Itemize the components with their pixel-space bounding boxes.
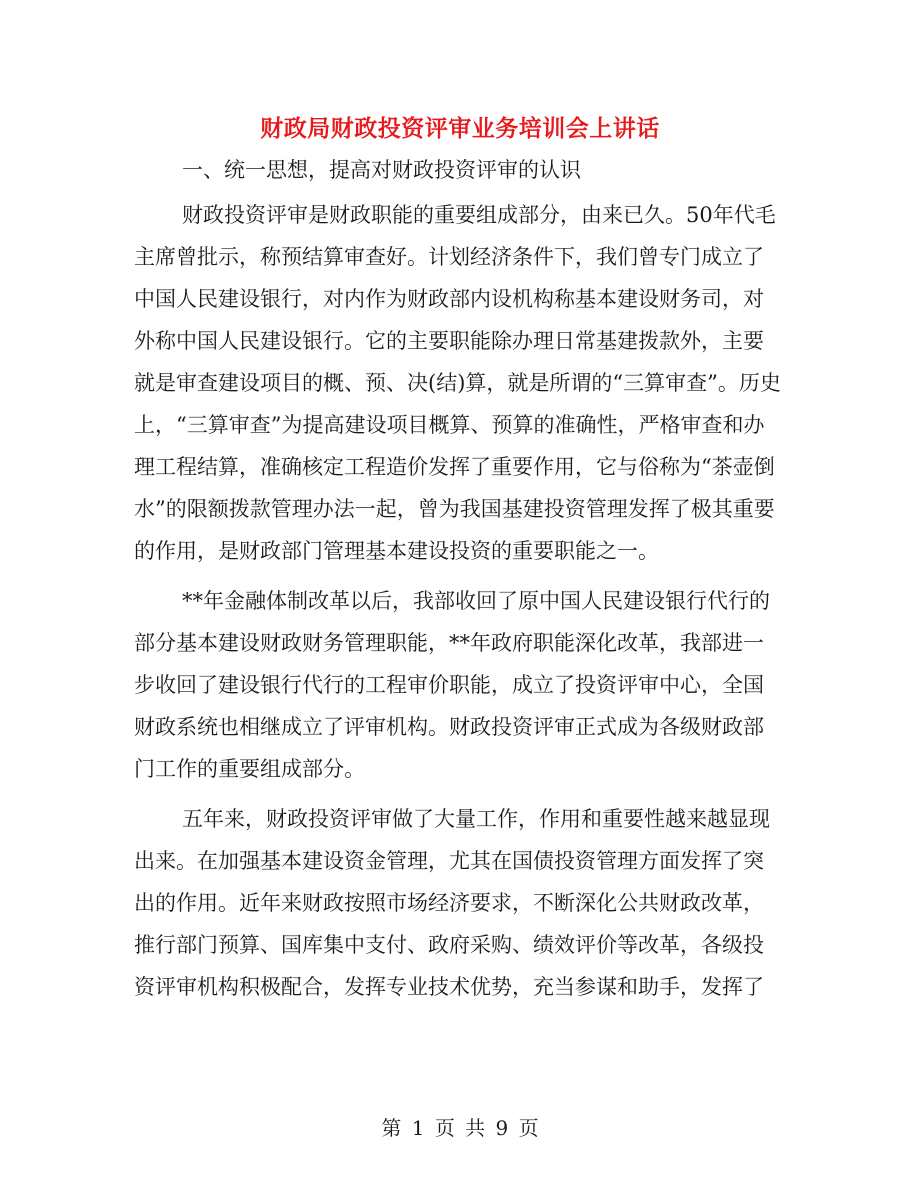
paragraph-2-line-3: 步收回了建设银行代行的工程审价职能，成立了投资评审中心，全国 [134, 673, 764, 697]
paragraph-3-line-5: 资评审机构积极配合，发挥专业技术优势，充当参谋和助手，发挥了 [134, 975, 764, 999]
section-heading: 一、统一思想，提高对财政投资评审的认识 [182, 158, 581, 182]
paragraph-3-line-2: 出来。在加强基本建设资金管理，尤其在国债投资管理方面发挥了突 [134, 849, 764, 873]
paragraph-1-line-3: 中国人民建设银行，对内作为财政部内设机构称基本建设财务司，对 [134, 287, 764, 311]
paragraph-3-line-3: 出的作用。近年来财政按照市场经济要求，不断深化公共财政改革， [134, 891, 764, 915]
paragraph-1-line-8: 水”的限额拨款管理办法一起，曾为我国基建投资管理发挥了极其重要 [134, 497, 775, 521]
paragraph-3-line-1: 五年来，财政投资评审做了大量工作，作用和重要性越来越显现 [182, 807, 770, 831]
paragraph-2-line-4: 财政系统也相继成立了评审机构。财政投资评审正式成为各级财政部 [134, 715, 764, 739]
paragraph-2-line-5: 门工作的重要组成部分。 [134, 757, 365, 781]
paragraph-1-line-4: 外称中国人民建设银行。它的主要职能除办理日常基建拨款外，主要 [134, 329, 764, 353]
paragraph-2-line-2: 部分基本建设财政财务管理职能，**年政府职能深化改革，我部进一 [134, 631, 764, 655]
paragraph-1-line-9: 的作用，是财政部门管理基本建设投资的重要职能之一。 [134, 539, 659, 563]
paragraph-1-line-7: 理工程结算，准确核定工程造价发挥了重要作用，它与俗称为“茶壶倒 [134, 455, 775, 479]
paragraph-1-line-2: 主席曾批示，称预结算审查好。计划经济条件下，我们曾专门成立了 [134, 245, 764, 269]
paragraph-1-line-5: 就是审查建设项目的概、预、决(结)算，就是所谓的“三算审查”。历史 [134, 371, 781, 395]
page-footer: 第 1 页 共 9 页 [381, 1116, 539, 1140]
document-title: 财政局财政投资评审业务培训会上讲话 [260, 115, 660, 142]
paragraph-3-line-4: 推行部门预算、国库集中支付、政府采购、绩效评价等改革，各级投 [134, 933, 764, 957]
paragraph-1-line-1: 财政投资评审是财政职能的重要组成部分，由来已久。50年代毛 [182, 203, 776, 227]
paragraph-2-line-1: **年金融体制改革以后，我部收回了原中国人民建设银行代行的 [182, 589, 770, 613]
paragraph-1-line-6: 上，“三算审查”为提高建设项目概算、预算的准确性，严格审查和办 [134, 413, 765, 437]
